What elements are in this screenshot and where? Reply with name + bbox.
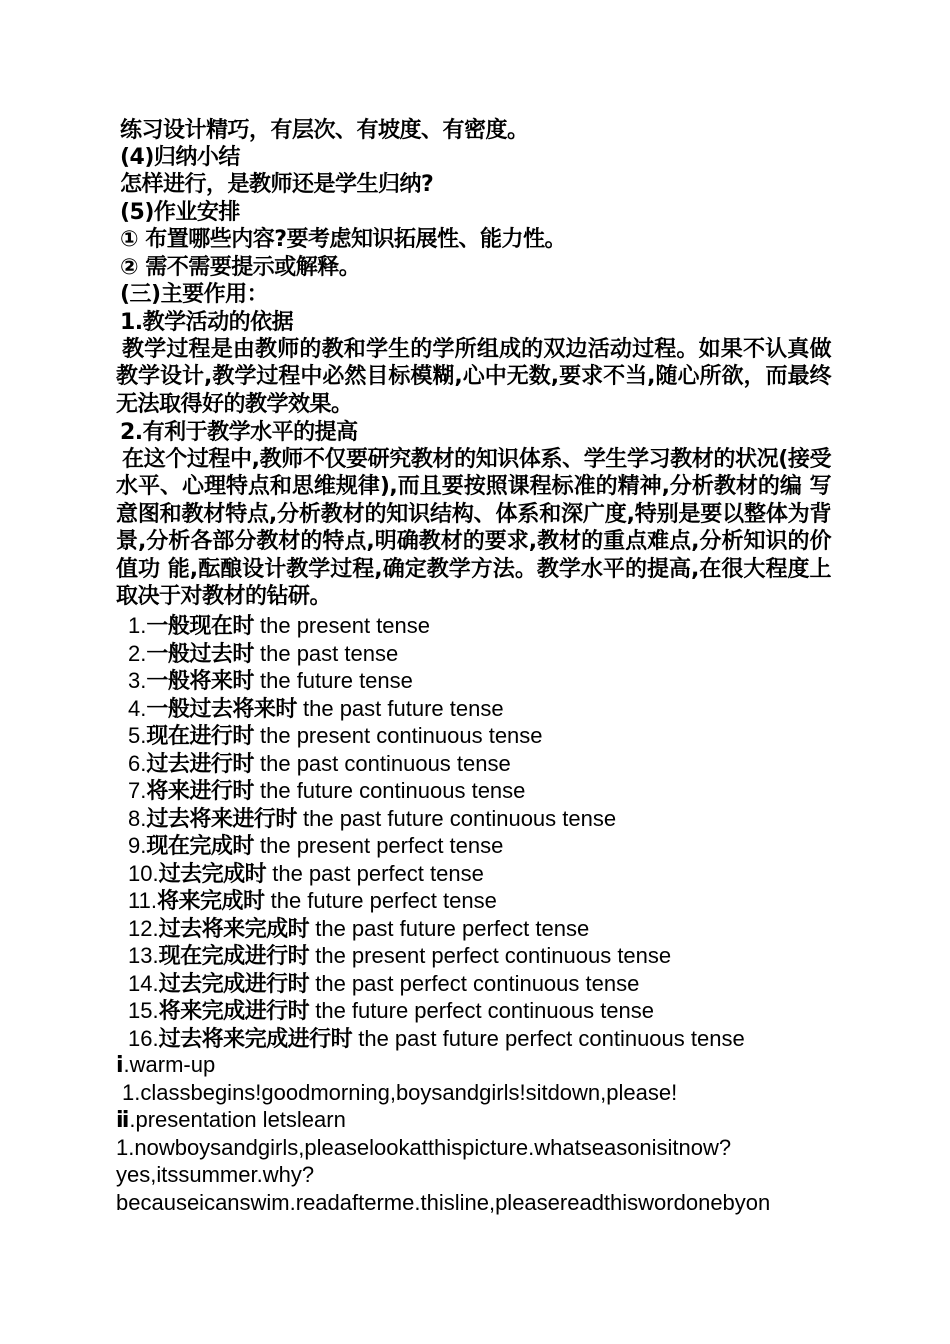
tense-number: 14.: [128, 970, 159, 996]
tense-english-name: the present tense: [260, 613, 431, 638]
tense-english-name: the past tense: [260, 640, 399, 666]
tense-number: 11.: [128, 888, 157, 913]
tense-english-name: the past perfect tense: [272, 860, 484, 886]
tense-english-name: the past future perfect tense: [315, 915, 590, 941]
warmup-label: .warm-up: [123, 1052, 216, 1077]
tense-chinese-name: 过去将来完成进行时: [158, 1026, 353, 1052]
tense-item: [128, 667, 413, 695]
section-homework-heading: (5)作业安排: [120, 200, 240, 225]
tense-number: 16.: [128, 1025, 159, 1051]
tense-number: 2.: [128, 640, 147, 666]
tense-chinese-name: 将来完成进行时: [158, 999, 310, 1024]
tense-number: 4.: [128, 695, 147, 721]
tense-number: 7.: [128, 778, 147, 803]
tense-chinese-name: 一般过去时: [146, 641, 254, 667]
warmup-line: 1.classbegins!goodmorning,boysandgirls!sitdown,please!: [122, 1080, 678, 1105]
tense-item: [128, 860, 484, 888]
tense-item: [128, 777, 525, 805]
tense-english-name: the future continuous tense: [260, 778, 526, 803]
warmup-heading: [116, 1051, 215, 1079]
tense-number: 10.: [128, 860, 159, 886]
tense-number: 15.: [128, 998, 159, 1023]
function-2-heading: 2.有利于教学水平的提高: [120, 420, 358, 445]
tense-number: 13.: [128, 943, 159, 968]
main-functions-heading: (三)主要作用：: [120, 282, 269, 307]
tense-number: 5.: [128, 723, 147, 748]
roman-numeral-1: ⅰ: [116, 1053, 124, 1078]
tense-chinese-name: 过去将来完成时: [158, 916, 310, 942]
tense-chinese-name: 现在完成时: [146, 834, 254, 859]
tense-chinese-name: 过去完成时: [158, 861, 267, 887]
tense-item: [128, 1025, 745, 1053]
tense-chinese-name: 一般现在时: [146, 614, 254, 639]
tense-english-name: the future perfect tense: [270, 888, 497, 913]
tense-item: [128, 832, 503, 860]
presentation-line-2: yes,itssummer.why?: [116, 1162, 315, 1187]
tense-chinese-name: 现在进行时: [146, 724, 254, 749]
tense-english-name: the past perfect continuous tense: [315, 970, 640, 996]
tense-english-name: the past future tense: [303, 695, 504, 721]
tense-chinese-name: 过去完成进行时: [158, 971, 310, 997]
tense-chinese-name: 将来完成时: [156, 889, 265, 914]
presentation-label: .presentation letslearn: [129, 1107, 346, 1132]
tense-chinese-name: 过去将来进行时: [146, 806, 297, 832]
tense-chinese-name: 将来进行时: [146, 779, 254, 804]
tense-item: [128, 970, 639, 998]
tense-english-name: the present perfect continuous tense: [315, 943, 672, 968]
tense-item: [128, 695, 504, 723]
tense-item: [128, 997, 654, 1025]
tense-chinese-name: 现在完成进行时: [158, 944, 310, 969]
tense-number: 3.: [128, 668, 147, 693]
paragraph-teaching-level: 在这个过程中,教师不仅要研究教材的知识体系、学生学习教材的状况(接受水平、心理特点和思维规律),而且要按照课程标准的精神,分析教材的编 写意图和教材特点,分析教材的知识结构、体系和深广度,特别是要以整体为背景,分析各部分教材的特点,明确教材的要求,教材的重点难点,分析知识的价值功 能,酝酿设计教学过程,确定教学方法。教学水平的提高,在很大程度上取决于对教材的钻研。: [116, 447, 831, 610]
presentation-heading: [116, 1106, 346, 1134]
tense-item: [128, 887, 497, 915]
tense-english-name: the future tense: [260, 668, 413, 693]
presentation-line-1: 1.nowboysandgirls,pleaselookatthispicture.whatseasonisitnow?: [116, 1135, 732, 1160]
tense-item: [128, 915, 589, 943]
tense-item: [128, 942, 671, 970]
tense-number: 6.: [128, 750, 147, 776]
tense-english-name: the past future perfect continuous tense: [358, 1025, 745, 1051]
tense-item: [128, 640, 398, 668]
roman-numeral-2: ⅱ: [116, 1108, 130, 1133]
tense-chinese-name: 一般将来时: [146, 669, 254, 694]
tense-chinese-name: 过去进行时: [146, 751, 254, 777]
summary-question-line: 怎样进行，是教师还是学生归纳?: [120, 172, 434, 197]
section-summary-heading: (4)归纳小结: [120, 145, 240, 170]
tense-item: [128, 612, 430, 640]
tense-item: [128, 805, 616, 833]
tense-english-name: the future perfect continuous tense: [315, 998, 655, 1023]
tense-english-name: the present perfect tense: [260, 833, 504, 858]
presentation-line-3: becauseicanswim.readafterme.thisline,pleasereadthiswordonebyon: [116, 1190, 771, 1215]
tense-number: 9.: [128, 833, 147, 858]
tense-item: [128, 722, 543, 750]
tense-english-name: the past future continuous tense: [303, 805, 617, 831]
tense-number: 12.: [128, 915, 159, 941]
homework-item-1: ① 布置哪些内容?要考虑知识拓展性、能力性。: [120, 227, 567, 252]
tense-number: 8.: [128, 805, 147, 831]
tense-chinese-name: 一般过去将来时: [146, 696, 297, 722]
tense-item: [128, 750, 511, 778]
tense-number: 1.: [128, 613, 147, 638]
paragraph-teaching-basis: 教学过程是由教师的教和学生的学所组成的双边活动过程。如果不认真做教学设计,教学过程中必然目标模糊,心中无数,要求不当,随心所欲，而最终无法取得好的教学效果。: [116, 337, 831, 417]
function-1-heading: 1.教学活动的依据: [120, 310, 294, 335]
tense-english-name: the past continuous tense: [260, 750, 511, 776]
practice-design-line: 练习设计精巧，有层次、有坡度、有密度。: [120, 118, 529, 143]
homework-item-2: ② 需不需要提示或解释。: [120, 255, 361, 280]
tense-english-name: the present continuous tense: [260, 723, 543, 748]
